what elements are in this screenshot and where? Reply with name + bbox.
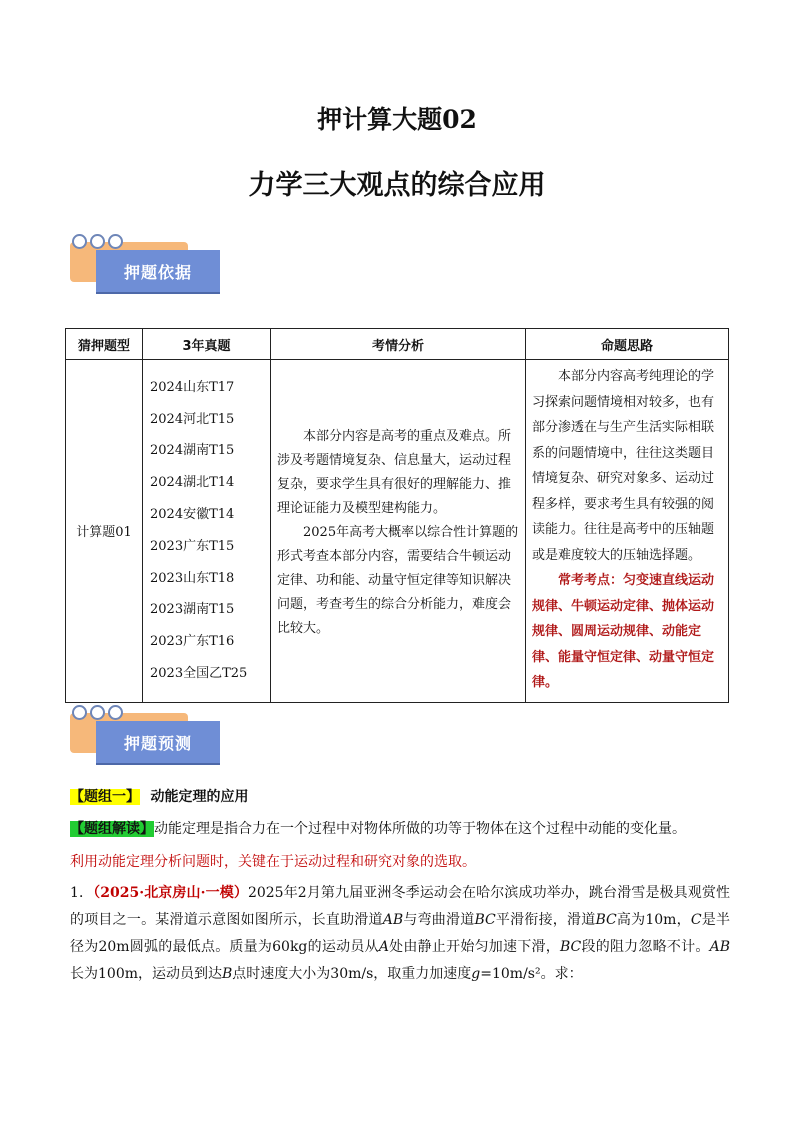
page-title: 押计算大题02 <box>317 105 477 134</box>
exam-analysis-table <box>65 328 729 703</box>
past-questions-cell <box>143 360 271 703</box>
question-text: 长为100m，运动员到达 <box>70 966 222 982</box>
col-header-idea: 命题思路 <box>526 329 729 360</box>
badge-rings-icon <box>72 705 126 719</box>
past-question-item: 2023广东T15 <box>150 538 235 554</box>
question-1 <box>70 880 730 988</box>
question-text: 与弯曲滑道 <box>403 912 475 928</box>
col-header-analysis: 考情分析 <box>271 329 526 360</box>
past-question-item: 2024山东T17 <box>150 379 235 395</box>
question-var: AB <box>709 939 730 955</box>
group-heading <box>70 786 248 806</box>
past-question-item: 2024安徽T14 <box>150 506 235 522</box>
past-question-item: 2023全国乙T25 <box>150 665 248 681</box>
past-question-item: 2023广东T16 <box>150 634 235 650</box>
idea-paragraph: 本部分内容高考纯理论的学习探索问题情境相对较多，也有部分渗透在与生产生活实际相联系的问题情境中，往往这类题目情境复杂、研究对象多、运动过程多样，要求考生具有较强的阅读能力。往往是高考中的压轴题或是难度较大的压轴选择题。 <box>532 369 715 563</box>
question-number: 1． <box>70 885 94 901</box>
col-header-type: 猜押题型 <box>66 329 143 360</box>
badge-label: 押题依据 <box>96 250 220 292</box>
question-var: AB <box>382 912 404 928</box>
past-question-item: 2024河北T15 <box>150 411 235 427</box>
question-var: BC <box>474 912 496 928</box>
analysis-cell <box>271 360 526 703</box>
page-subtitle: 力学三大观点的综合应用 <box>248 170 546 201</box>
past-question-item: 2023山东T18 <box>150 570 235 586</box>
question-text: 2025年2月第九届亚洲冬季运动会在哈尔滨成功举办，跳台滑雪是极具观赏性的项目之一。某滑道示意图如图所示，长直助滑道 <box>70 885 730 928</box>
question-source: （2025·北京房山·一模） <box>93 885 248 901</box>
question-var: BC <box>595 912 617 928</box>
question-var: g <box>471 966 481 982</box>
group-interpretation <box>70 818 686 838</box>
question-text: 处由静止开始匀加速下滑， <box>388 939 560 955</box>
interpretation-tag: 【题组解读】 <box>70 821 154 837</box>
question-text: 是半径为20m圆弧的最低点。质量为60kg的运动员从 <box>70 912 731 955</box>
section-badge-forecast <box>70 705 220 773</box>
table-row <box>66 360 729 703</box>
question-var: BC <box>559 939 582 955</box>
group-tag: 【题组一】 <box>70 789 140 805</box>
past-question-item: 2023湖南T15 <box>150 602 235 618</box>
interpretation-text: 动能定理是指合力在一个过程中对物体所做的功等于物体在这个过程中动能的变化量。 <box>154 821 686 837</box>
section-badge-basis <box>70 234 220 302</box>
question-var: C <box>690 912 702 928</box>
question-type-cell: 计算题01 <box>66 360 143 703</box>
analysis-paragraph: 本部分内容是高考的重点及难点。所涉及考题情境复杂、信息量大，运动过程复杂，要求学生具有很好的理解能力、推理论证能力及模型建构能力。 <box>277 428 512 516</box>
key-points-paragraph: 常考考点：匀变速直线运动规律、牛顿运动定律、抛体运动规律、圆周运动规律、动能定律、能量守恒定律、动量守恒定律。 <box>532 573 715 690</box>
question-var: B <box>222 966 233 982</box>
question-text: 点时速度大小为30m/s，取重力加速度 <box>232 966 472 982</box>
badge-label: 押题预测 <box>96 721 220 763</box>
idea-cell <box>526 360 729 703</box>
interpretation-key-note: 利用动能定理分析问题时，关键在于运动过程和研究对象的选取。 <box>70 854 476 870</box>
question-text: =10m/s²。求： <box>480 966 583 982</box>
col-header-years: 3年真题 <box>143 329 271 360</box>
group-title: 动能定理的应用 <box>150 789 249 805</box>
table-header-row <box>66 329 729 360</box>
question-text: 高为10m， <box>616 912 691 928</box>
question-text: 段的阻力忽略不计。 <box>581 939 710 955</box>
badge-rings-icon <box>72 234 126 248</box>
analysis-paragraph: 2025年高考大概率以综合性计算题的形式考查本部分内容，需要结合牛顿运动定律、功和能、动量守恒定律等知识解决问题，考查考生的综合分析能力，难度会比较大。 <box>277 524 519 636</box>
question-var: A <box>378 939 389 955</box>
past-question-item: 2024湖南T15 <box>150 443 235 459</box>
question-text: 平滑衔接，滑道 <box>495 912 596 928</box>
past-question-item: 2024湖北T14 <box>150 475 235 491</box>
